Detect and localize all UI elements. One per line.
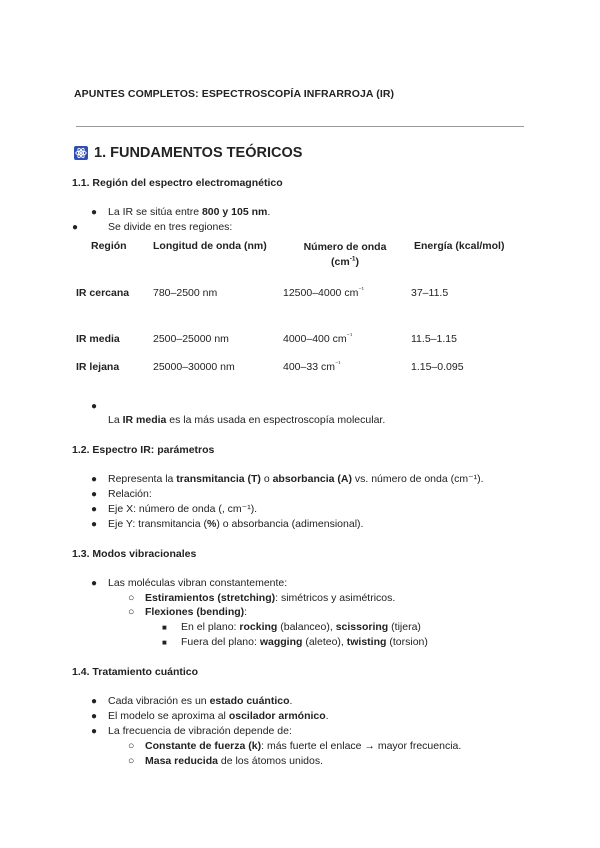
- list-item: Representa la transmitancia (T) o absorbancia (A) vs. número de onda (cm⁻¹).: [108, 473, 484, 485]
- list-item: Las moléculas vibran constantemente:: [108, 577, 288, 589]
- bullet-circle: ○: [128, 592, 135, 604]
- bullet-disc: ●: [91, 504, 98, 515]
- list-item: Relación:: [108, 488, 152, 500]
- note-text: La IR media es la más usada en espectroscopía molecular.: [108, 414, 386, 426]
- table-cell-region: IR media: [76, 333, 120, 345]
- list-item: Fuera del plano: wagging (aleteo), twisting (torsion): [181, 636, 428, 648]
- list-item: El modelo se aproxima al oscilador armónico.: [108, 710, 329, 722]
- blue-atom-emoji-icon: [74, 146, 88, 160]
- table-cell-region: IR lejana: [76, 361, 120, 373]
- list-item: Masa reducida de los átomos unidos.: [145, 755, 324, 767]
- table-cell-energy: 1.15–0.095: [411, 361, 464, 373]
- list-item: Eje X: número de onda (, cm⁻¹).: [108, 503, 258, 515]
- bullet-disc: ●: [91, 578, 98, 589]
- list-item: Estiramientos (stretching): simétricos y asimétricos.: [145, 592, 396, 604]
- table-cell-wavelength: 25000–30000 nm: [153, 361, 235, 373]
- list-item: Se divide en tres regiones:: [108, 221, 233, 233]
- table-cell-region: IR cercana: [76, 287, 130, 299]
- table-header-energy: Energía (kcal/mol): [414, 240, 505, 252]
- table-cell-wavenumber: 400–33 $cm^{^{-1}}$: [283, 360, 341, 373]
- list-item: Cada vibración es un estado cuántico.: [108, 695, 293, 707]
- list-item: La frecuencia de vibración depende de:: [108, 725, 292, 737]
- bullet-square: ■: [162, 638, 167, 647]
- list-item: Constante de fuerza (k): más fuerte el enlace → mayor frecuencia.: [145, 740, 462, 752]
- section-heading-text: 1. FUNDAMENTOS TEÓRICOS: [94, 145, 303, 161]
- bullet-disc: ●: [91, 207, 98, 218]
- table-header-wavenumber: Número de onda $(cm^{-1})$: [303, 241, 387, 268]
- bullet-disc: ●: [91, 519, 98, 530]
- subsection-heading-1-3: 1.3. Modos vibracionales: [72, 548, 197, 560]
- bullet-disc: ●: [91, 726, 98, 737]
- list-item: La IR se sitúa entre 800 y 105 nm.: [108, 206, 271, 218]
- bullet-disc: ●: [91, 711, 98, 722]
- horizontal-rule: [76, 126, 524, 127]
- table-cell-wavenumber: 4000–400 $cm^{^{-1}}$: [283, 332, 353, 345]
- list-item: Eje Y: transmitancia (%) o absorbancia (adimensional).: [108, 518, 364, 530]
- bullet-disc: ●: [91, 474, 98, 485]
- list-item: Flexiones (bending):: [145, 606, 248, 618]
- subsection-heading-1-4: 1.4. Tratamiento cuántico: [72, 666, 199, 678]
- list-item: En el plano: rocking (balanceo), scissoring (tijera): [181, 621, 421, 633]
- table-header-wavelength: Longitud de onda (nm): [153, 240, 267, 252]
- subsection-heading-1-1: 1.1. Región del espectro electromagnético: [72, 177, 283, 189]
- bullet-circle: ○: [128, 755, 135, 767]
- bullet-disc: ●: [72, 222, 79, 233]
- table-cell-energy: 37–11.5: [411, 287, 449, 299]
- bullet-disc: ●: [91, 401, 98, 412]
- table-cell-wavenumber: 12500–4000 $cm^{^{-1}}$: [283, 286, 364, 299]
- bullet-circle: ○: [128, 606, 135, 618]
- table-cell-wavelength: 2500–25000 nm: [153, 333, 229, 345]
- table-cell-energy: 11.5–1.15: [411, 333, 457, 345]
- table-header-region: Región: [91, 240, 127, 252]
- section-heading-fundamentos: [74, 145, 302, 161]
- bullet-disc: ●: [91, 489, 98, 500]
- document-title: APUNTES COMPLETOS: ESPECTROSCOPÍA INFRARROJA (IR): [74, 88, 395, 100]
- bullet-circle: ○: [128, 740, 135, 752]
- table-cell-wavelength: 780–2500 nm: [153, 287, 218, 299]
- bullet-disc: ●: [91, 696, 98, 707]
- bullet-square: ■: [162, 623, 167, 632]
- subsection-heading-1-2: 1.2. Espectro IR: parámetros: [72, 444, 215, 456]
